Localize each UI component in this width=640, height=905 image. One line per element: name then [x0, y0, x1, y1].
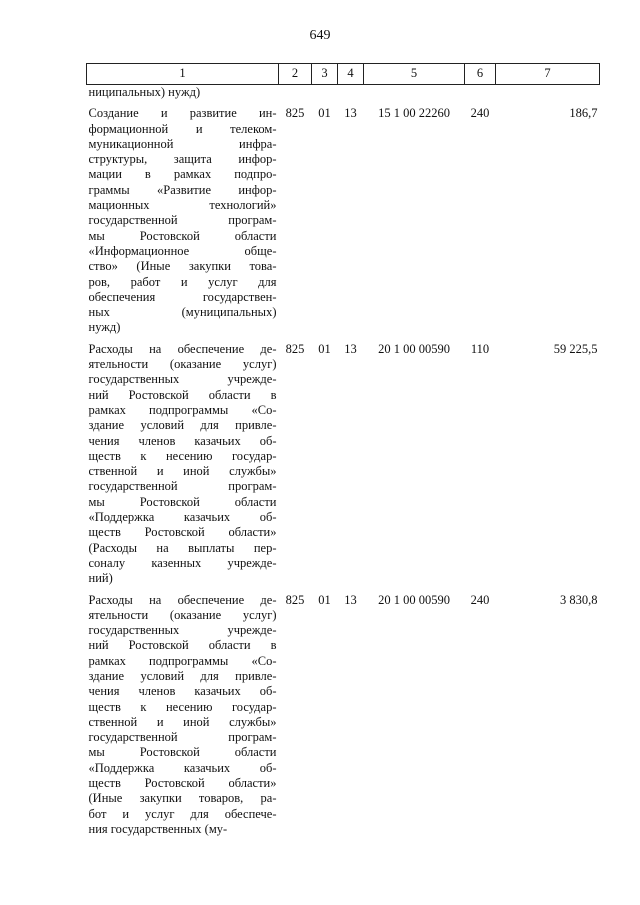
header-col-2: 2 [279, 64, 312, 85]
description-line: ний Ростовской области в [88, 387, 277, 402]
description-line: (Расходы на выплаты пер- [88, 540, 277, 555]
description-line: государственной програм- [88, 213, 277, 228]
description-line: ний Ростовской области в [88, 638, 277, 653]
description-line: ществ к несению государ- [88, 699, 277, 714]
description-line: «Поддержка казачьих об- [88, 760, 277, 775]
ministry-code: 825 [285, 341, 305, 356]
section-code: 01 [318, 106, 331, 121]
amount-value: 3 830,8 [560, 592, 598, 607]
description-line: соналу казенных учрежде- [88, 555, 277, 570]
subsection-code: 13 [344, 592, 357, 607]
empty-cell [279, 85, 312, 107]
description-line: государственных учрежде- [88, 372, 277, 387]
target-article-code: 20 1 00 00590 [378, 592, 450, 607]
description-line: мы Ростовской области [88, 745, 277, 760]
description-line: граммы «Развитие инфор- [88, 182, 277, 197]
description-line: Создание и развитие ин- [88, 106, 277, 121]
description-line: чения членов казачьих об- [88, 684, 277, 699]
section-code: 01 [318, 341, 331, 356]
row-description [87, 106, 279, 341]
table-row [87, 342, 600, 593]
target-article-code: 20 1 00 00590 [378, 341, 450, 356]
description-line: бот и услуг для обеспече- [88, 806, 277, 821]
description-line: рамках подпрограммы «Со- [88, 653, 277, 668]
description-line: ния государственных (му- [88, 821, 228, 836]
description-line: ществ к несению государ- [88, 448, 277, 463]
amount-value: 186,7 [569, 106, 598, 121]
empty-cell [338, 85, 364, 107]
row-description [87, 342, 279, 593]
ministry-code: 825 [285, 106, 305, 121]
description-line: ществ Ростовской области» [88, 525, 277, 540]
header-row [87, 64, 600, 85]
description-line: ниципальных) нужд) [88, 85, 201, 99]
description-line: ятельности (оказание услуг) [88, 607, 277, 622]
budget-table [86, 63, 600, 843]
header-col-6: 6 [465, 64, 496, 85]
description-line: (Иные закупки товаров, ра- [88, 791, 277, 806]
description-line: ний) [88, 571, 113, 586]
continuation-text [87, 85, 279, 107]
description-line: нужд) [88, 320, 121, 335]
description-line: ство» (Иные закупки това- [88, 259, 277, 274]
description-line: мации в рамках подпро- [88, 167, 277, 182]
expense-type-code: 240 [470, 106, 490, 121]
empty-cell [312, 85, 338, 107]
description-line: государственной програм- [88, 730, 277, 745]
row-description [87, 593, 279, 844]
empty-cell [465, 85, 496, 107]
header-col-4: 4 [338, 64, 364, 85]
description-line: «Поддержка казачьих об- [88, 510, 277, 525]
description-line: государственной програм- [88, 479, 277, 494]
empty-cell [496, 85, 600, 107]
description-line: ществ Ростовской области» [88, 776, 277, 791]
description-line: мы Ростовской области [88, 228, 277, 243]
section-code: 01 [318, 592, 331, 607]
header-col-7: 7 [496, 64, 600, 85]
expense-type-code: 240 [470, 592, 490, 607]
description-line: мы Ростовской области [88, 494, 277, 509]
header-col-1: 1 [87, 64, 279, 85]
empty-cell [364, 85, 465, 107]
ministry-code: 825 [285, 592, 305, 607]
subsection-code: 13 [344, 106, 357, 121]
description-line: ственной и иной службы» [88, 464, 277, 479]
description-line: Расходы на обеспечение де- [88, 341, 277, 356]
table-row [87, 593, 600, 844]
description-line: ятельности (оказание услуг) [88, 357, 277, 372]
table-row [87, 106, 600, 341]
target-article-code: 15 1 00 22260 [378, 106, 450, 121]
expense-type-code: 110 [470, 341, 490, 356]
description-line: здание условий для привле- [88, 418, 277, 433]
continuation-row [87, 85, 600, 107]
description-line: мационных технологий» [88, 198, 277, 213]
header-col-5: 5 [364, 64, 465, 85]
page-number: 649 [309, 28, 331, 43]
description-line: чения членов казачьих об- [88, 433, 277, 448]
description-line: ственной и иной службы» [88, 714, 277, 729]
description-line: здание условий для привле- [88, 668, 277, 683]
subsection-code: 13 [344, 341, 357, 356]
header-col-3: 3 [312, 64, 338, 85]
description-line: государственных учрежде- [88, 623, 277, 638]
description-line: формационной и телеком- [88, 121, 277, 136]
description-line: структуры, защита инфор- [88, 152, 277, 167]
description-line: обеспечения государствен- [88, 289, 277, 304]
description-line: ных (муниципальных) [88, 305, 277, 320]
description-line: рамках подпрограммы «Со- [88, 402, 277, 417]
description-line: ров, работ и услуг для [88, 274, 277, 289]
description-line: «Информационное обще- [88, 243, 277, 258]
description-line: муникационной инфра- [88, 136, 277, 151]
amount-value: 59 225,5 [553, 341, 598, 356]
description-line: Расходы на обеспечение де- [88, 592, 277, 607]
